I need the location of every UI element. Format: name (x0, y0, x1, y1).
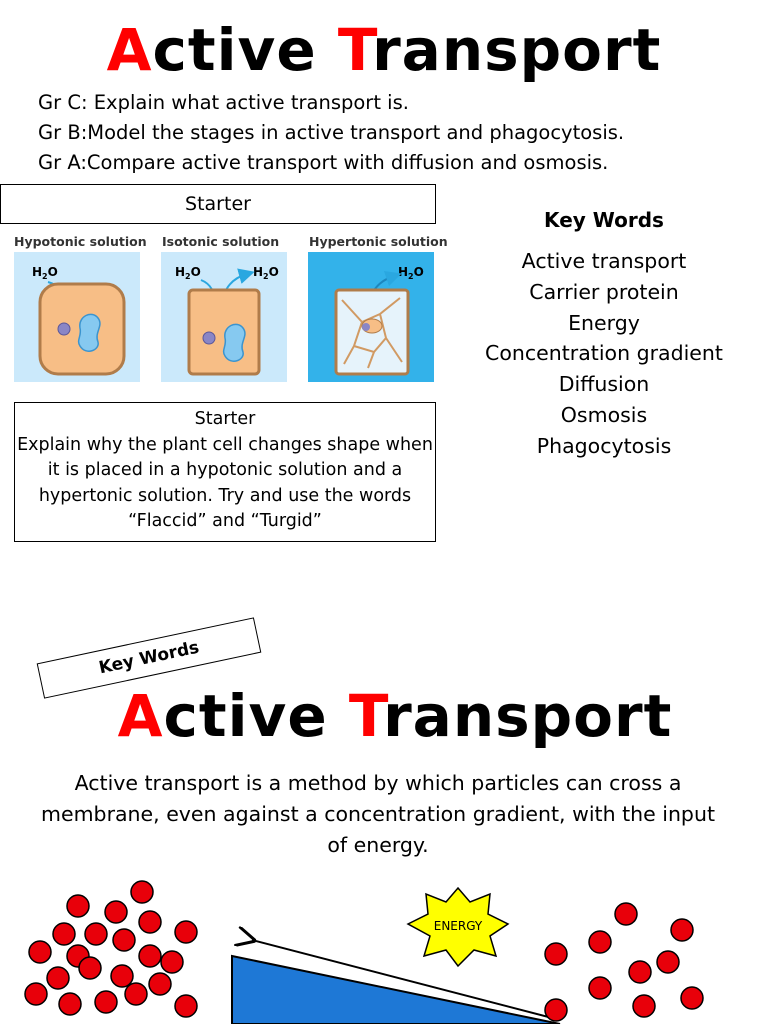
particle (175, 921, 197, 943)
starter-label: Starter (185, 193, 251, 215)
objective-grade-a: Gr A:Compare active transport with diffusion and osmosis. (38, 151, 609, 174)
key-words-list (470, 246, 738, 462)
svg-text:H2O: $H_2O$ (398, 265, 424, 281)
particle (59, 993, 81, 1015)
isotonic-label: Isotonic solution (162, 234, 280, 249)
hypotonic-cell-diagram (14, 252, 140, 382)
starter-question-title: Starter (194, 409, 256, 429)
particles-high-concentration (25, 881, 197, 1017)
key-word-item: Energy (568, 310, 640, 335)
energy-label: ENERGY (433, 919, 483, 933)
particle (111, 965, 133, 987)
particle (681, 987, 703, 1009)
starter-bar (0, 184, 436, 224)
particle (25, 983, 47, 1005)
energy-star (408, 888, 508, 966)
particle (161, 951, 183, 973)
svg-text:H2O: $H_2O$ (32, 265, 58, 281)
particle (131, 881, 153, 903)
key-word-item: Diffusion (558, 372, 650, 397)
particle (633, 995, 655, 1017)
page-title (0, 14, 768, 86)
title-text-ctive: ctive (152, 16, 338, 84)
title2-letter-a: A (117, 682, 164, 750)
hypertonic-cell-diagram (308, 252, 434, 382)
particle (85, 923, 107, 945)
particle (589, 977, 611, 999)
particles-low-concentration (545, 903, 703, 1021)
particle (67, 895, 89, 917)
particle (53, 923, 75, 945)
hypertonic-label: Hypertonic solution (309, 234, 448, 249)
gradient-wedge (232, 956, 560, 1024)
particle (545, 999, 567, 1021)
particle (139, 945, 161, 967)
title-text-ransport: ransport (372, 16, 662, 84)
slide2-title (0, 680, 768, 752)
particle (95, 991, 117, 1013)
objective-grade-c: Gr C: Explain what active transport is. (38, 91, 409, 114)
starter-question-box (14, 402, 436, 542)
key-word-item: Carrier protein (529, 279, 679, 304)
svg-text:H2O: $H_2O$ (253, 265, 279, 281)
particle (657, 951, 679, 973)
concentration-gradient-diagram (0, 870, 768, 1024)
particle (545, 943, 567, 965)
particle (175, 995, 197, 1017)
title-letter-a: A (106, 16, 153, 84)
key-word-item: Active transport (521, 249, 687, 273)
particle (615, 903, 637, 925)
active-transport-definition: Active transport is a method by which particles can cross a membrane, even against a concentration gradient, with the input of energy. (41, 771, 715, 857)
particle (629, 961, 651, 983)
svg-text:H2O: $H_2O$ (175, 265, 201, 281)
key-words-tag-label: Key Words (97, 637, 201, 679)
key-word-item: Concentration gradient (485, 341, 723, 366)
title2-text-ransport: ransport (383, 682, 673, 750)
key-word-item: Phagocytosis (536, 433, 672, 458)
particle (125, 983, 147, 1005)
particle (139, 911, 161, 933)
title2-text-ctive: ctive (163, 682, 349, 750)
particle (589, 931, 611, 953)
particle (29, 941, 51, 963)
key-words-heading: Key Words (544, 208, 664, 232)
key-word-item: Osmosis (560, 402, 648, 427)
particle (149, 973, 171, 995)
title-letter-t: T (337, 16, 373, 84)
particle (113, 929, 135, 951)
particle (105, 901, 127, 923)
particle (79, 957, 101, 979)
hypotonic-label: Hypotonic solution (14, 234, 147, 249)
isotonic-cell-diagram (161, 252, 287, 382)
objective-grade-b: Gr B:Model the stages in active transport and phagocytosis. (38, 121, 625, 144)
particle (47, 967, 69, 989)
particle (671, 919, 693, 941)
starter-question-text: Explain why the plant cell changes shape when it is placed in a hypotonic solution and a hypertonic solution. Try and use the words “Flaccid” and “Turgid” (17, 434, 433, 531)
title2-letter-t: T (348, 682, 384, 750)
